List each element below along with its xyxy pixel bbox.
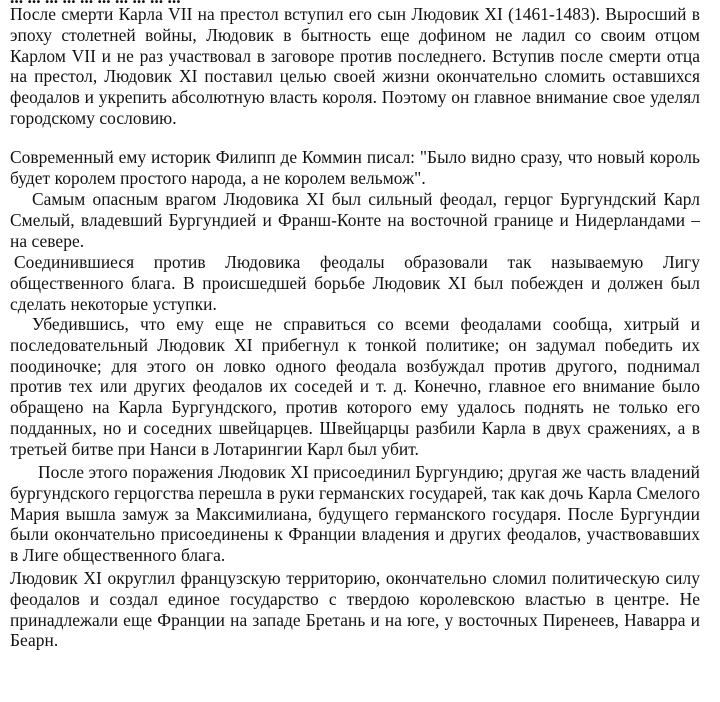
paragraph-text: После смерти Карла VII на престол вступил его сын Людовик XI (1461-1483). Выросший в эпоху столетней войны, Людовик в бытность еще дофином не ладил со своим отцом Карлом VII и не раз участвовал в заговоре против последнего. Вступив после смерти отца на престол, Людовик XI поставил целью своей жизни окончательно сломить оставшихся феодалов и укрепить абсолютную власть короля. Поэтому он главное внимание свое уделял городскому сословию. [10, 4, 700, 128]
paragraph-5 [10, 314, 700, 460]
paragraph-text: Современный ему историк Филипп де Коммин писал: "Было видно сразу, что новый король будет королем простого народа, а не королем вельмож". [10, 147, 700, 188]
paragraph-text: Людовик XI округлил французскую территорию, окончательно сломил политическую силу феодалов и создал единое государство с твердою королевскою властью в центре. Не принадлежали еще Франции на западе Бретань и на юге, у восточных Пиренеев, Наварра и Беарн. [10, 568, 700, 651]
paragraph-7 [10, 568, 700, 651]
paragraph-4 [10, 252, 700, 314]
paragraph-6 [10, 462, 700, 566]
paragraph-text: Соединившиеся против Людовика феодалы образовали так называемую Лигу общественного блага. В происшедшей борьбе Людовик XI был побежден и должен был сделать некоторые уступки. [10, 252, 700, 314]
paragraph-3 [10, 189, 700, 251]
paragraph-2 [10, 147, 700, 189]
paragraph-text: Убедившись, что ему еще не справиться со всеми феодалами сообща, хитрый и последовательный Людовик XI прибегнул к тонкой политике; он задумал победить их поодиночке; для этого он ловко одного феодала возбуждал против другого, поднимал против тех или других феодалов их соседей и т. д. Конечно, главное его внимание было обращено на Карла Бургундского, против которого ему удалось поднять не только его подданных, но и соседних швейцарцев. Швейцарцы разбили Карла в двух сражениях, а в третьей битве при Нанси в Лотарингии Карл был убит. [10, 314, 700, 459]
paragraph-text: Самым опасным врагом Людовика XI был сильный феодал, герцог Бургундский Карл Смелый, владевший Бургундией и Франш-Конте на восточной границе и Нидерландами – на севере. [10, 189, 700, 251]
paragraph-1 [10, 4, 700, 129]
paragraph-text: После этого поражения Людовик XI присоединил Бургундию; другая же часть владений бургундского герцогства перешла в руки германских государей, так как дочь Карла Смелого Мария вышла замуж за Максимилиана, будущего германского государя. После Бургундии были окончательно присоединены к Франции владения и других феодалов, участвовавших в Лиге общественного блага. [10, 462, 700, 566]
